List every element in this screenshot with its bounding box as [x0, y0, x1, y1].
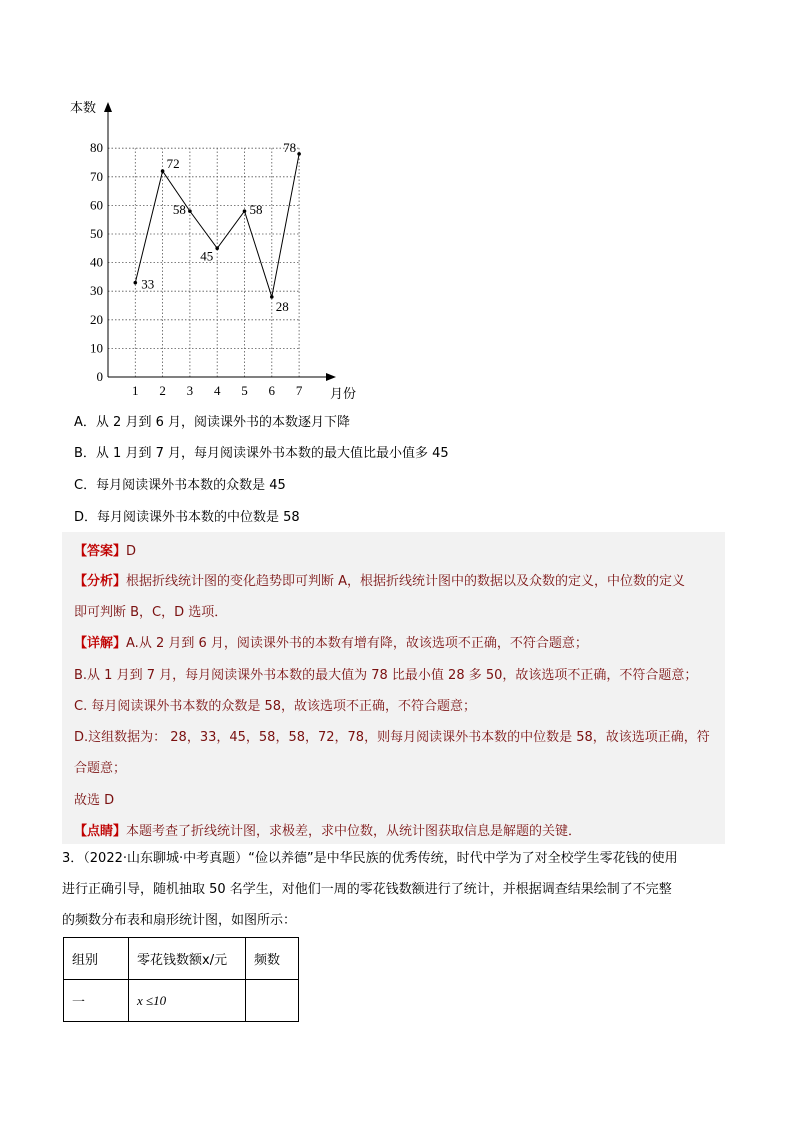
x-tick-label: 1 — [132, 383, 139, 398]
data-point — [188, 209, 192, 213]
y-tick-label: 40 — [90, 254, 103, 270]
y-tick-label: 0 — [96, 369, 103, 384]
table-header-row — [64, 938, 299, 980]
x-tick-label: 3 — [186, 383, 194, 398]
answer-line — [74, 540, 136, 559]
data-label: 28 — [275, 298, 289, 314]
x-tick-label: 4 — [213, 383, 221, 398]
x-axis-arrow — [326, 373, 336, 381]
line-chart — [60, 96, 380, 406]
option-text: 每月阅读课外书本数的众数是 45 — [96, 478, 286, 493]
y-tick-label: 20 — [90, 311, 103, 327]
analysis-tag: 【分析】 — [74, 574, 127, 589]
cell-frequency — [246, 980, 299, 1022]
detail-line-a — [74, 632, 588, 651]
y-tick-label: 70 — [90, 168, 103, 184]
data-point — [270, 295, 274, 299]
analysis-line-1 — [74, 570, 685, 589]
analysis-line-2: 即可判断 B，C，D 选项． — [74, 605, 228, 620]
comment-text: 本题考查了折线统计图，求极差，求中位数，从统计图获取信息是解题的关键． — [126, 824, 582, 839]
chart-svg — [60, 96, 380, 406]
header-frequency: 频数 — [246, 938, 299, 980]
y-axis-arrow — [104, 102, 112, 112]
detail-line-d1: D.这组数据为： 28，33，45，58，58，72，78，则每月阅读课外书本数的中位数是 58，故该选项正确，符 — [74, 730, 710, 745]
cell-group: 一 — [64, 980, 129, 1022]
x-axis-title: 月份 — [330, 387, 357, 402]
y-axis-title: 本数 — [70, 101, 97, 116]
option-letter: A． — [74, 415, 96, 430]
comment-line — [74, 820, 581, 839]
solution-panel — [62, 532, 725, 844]
header-group: 组别 — [64, 938, 129, 980]
cell-amount: x ≤10 — [129, 980, 246, 1022]
data-point — [297, 152, 301, 156]
answer-tag: 【答案】 — [74, 544, 127, 559]
question3-line-3: 的频数分布表和扇形统计图，如图所示： — [62, 913, 297, 928]
x-tick-label: 6 — [268, 383, 276, 398]
option-b — [74, 446, 449, 462]
data-point — [134, 281, 138, 285]
question3-line-1: 3．（2022·山东聊城·中考真题）“俭以养德”是中华民族的优秀传统，时代中学为了对全校学生零花钱的使用 — [62, 851, 678, 866]
y-tick-label: 50 — [90, 226, 103, 241]
detail-tag: 【详解】 — [74, 636, 127, 651]
option-d — [74, 510, 300, 526]
frequency-table — [63, 937, 299, 1022]
option-text: 从 1 月到 7 月，每月阅读课外书本数的最大值比最小值多 45 — [95, 446, 449, 461]
header-amount: 零花钱数额x/元 — [129, 938, 246, 980]
detail-line-c: C. 每月阅读课外书本数的众数是 58，故该选项不正确，不符合题意； — [74, 699, 477, 714]
data-label: 45 — [200, 248, 214, 264]
option-a — [74, 415, 350, 431]
analysis-text-1: 根据折线统计图的变化趋势即可判断 A，根据折线统计图中的数据以及众数的定义，中位数的定义 — [126, 574, 686, 589]
question3-line-2: 进行正确引导，随机抽取 50 名学生，对他们一周的零花钱数额进行了统计，并根据调查结果绘制了不完整 — [62, 882, 672, 897]
option-letter: D． — [74, 510, 98, 525]
data-point — [161, 169, 165, 173]
option-c — [74, 478, 286, 494]
detail-line-b: B.从 1 月到 7 月，每月阅读课外书本数的最大值为 78 比最小值 28 多 50，故该选项不正确，不符合题意； — [74, 668, 698, 683]
x-tick-label: 2 — [159, 383, 166, 398]
data-label: 78 — [283, 139, 297, 155]
x-tick-label: 5 — [241, 383, 248, 398]
data-point — [215, 247, 219, 251]
x-tick-label: 7 — [295, 383, 303, 398]
data-point — [243, 209, 247, 213]
detail-line-d2: 合题意； — [74, 761, 127, 776]
option-text: 每月阅读课外书本数的中位数是 58 — [97, 510, 300, 525]
comment-tag: 【点睛】 — [74, 824, 127, 839]
y-tick-label: 60 — [90, 197, 103, 213]
answer-value: D — [126, 544, 137, 559]
choose-line: 故选 D — [74, 793, 115, 808]
option-text: 从 2 月到 6 月，阅读课外书的本数逐月下降 — [95, 415, 350, 430]
option-letter: C． — [74, 478, 97, 493]
data-label: 58 — [249, 202, 263, 218]
data-label: 58 — [172, 202, 186, 218]
table-row — [64, 980, 299, 1022]
y-tick-label: 10 — [90, 340, 103, 356]
detail-text-a: A.从 2 月到 6 月，阅读课外书的本数有增有降，故该选项不正确，不符合题意； — [126, 636, 588, 651]
option-letter: B． — [74, 446, 96, 461]
y-tick-label: 80 — [90, 140, 103, 156]
data-label: 72 — [166, 156, 180, 172]
data-label: 33 — [141, 276, 155, 292]
y-tick-label: 30 — [90, 283, 103, 299]
